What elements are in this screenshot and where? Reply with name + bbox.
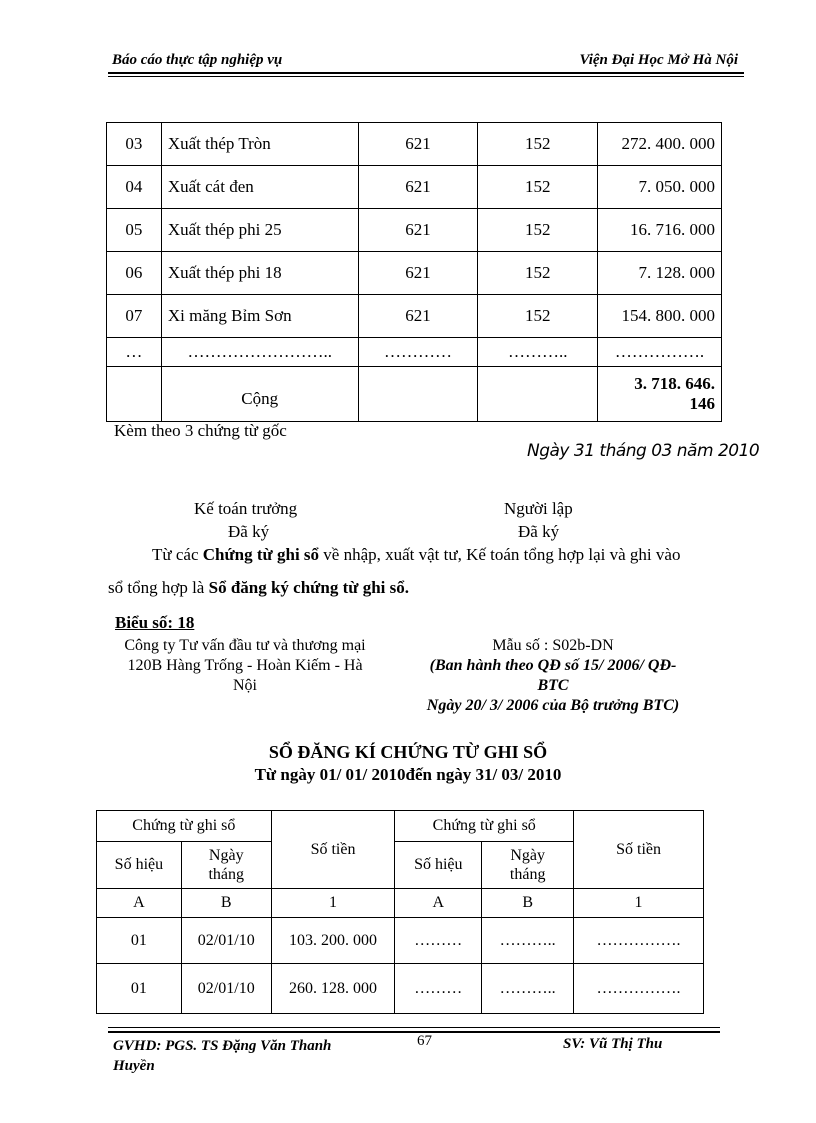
table-row: [107, 209, 722, 252]
cell-amount: 16. 716. 000: [598, 209, 722, 252]
cell-desc: Xuất thép phi 25: [161, 209, 358, 252]
col-so-tien-2: Số tiền: [574, 811, 704, 889]
footer-right: SV: Vũ Thị Thu: [563, 1036, 663, 1052]
code-cell: 1: [271, 889, 395, 918]
total-amount-line2: 146: [689, 394, 715, 413]
page-number: 67: [417, 1033, 432, 1049]
cell-so-hieu-2: ………: [395, 918, 482, 964]
cell-empty: [107, 367, 162, 422]
header-rule-thin: [108, 76, 744, 77]
para-bold: Chứng từ ghi sổ: [202, 545, 320, 564]
date-line: Ngày 31 tháng 03 năm 2010: [527, 441, 760, 461]
cell-credit: 152: [478, 209, 598, 252]
cell-ngay: 02/01/10: [181, 918, 271, 964]
form-number: Mẫu số : S02b-DN: [492, 637, 614, 654]
code-cell: A: [97, 889, 182, 918]
para-bold: Sổ đăng ký chứng từ ghi sổ.: [208, 578, 409, 597]
company-block: [100, 636, 390, 696]
code-cell: A: [395, 889, 482, 918]
preparer-sign: Đã ký: [518, 522, 560, 541]
cell-credit: ………..: [478, 338, 598, 367]
cell-ngay-2: ………..: [482, 918, 574, 964]
cell-no: 07: [107, 295, 162, 338]
chief-accountant-title: Kế toán trưởng: [194, 499, 298, 518]
total-amount-line1: 3. 718. 646.: [634, 374, 715, 393]
group-header-right: Chứng từ ghi sổ: [395, 811, 574, 842]
total-amount: [598, 367, 722, 422]
cell-debit: 621: [358, 166, 478, 209]
table-row: [107, 123, 722, 166]
form-regulation-cont: BTC: [537, 677, 569, 694]
cell-no: …: [107, 338, 162, 367]
cell-empty: [358, 367, 478, 422]
col-ngay: Ngày: [510, 847, 545, 864]
cell-amount: 272. 400. 000: [598, 123, 722, 166]
cell-debit: 621: [358, 123, 478, 166]
group-header-left: Chứng từ ghi sổ: [97, 811, 272, 842]
cell-no: 04: [107, 166, 162, 209]
col-so-hieu: Số hiệu: [97, 842, 182, 889]
cell-desc: Xuất thép Tròn: [161, 123, 358, 166]
table-row: [107, 295, 722, 338]
register-subtitle: Từ ngày 01/ 01/ 2010đến ngày 31/ 03/ 2010: [254, 765, 562, 784]
cell-no: 05: [107, 209, 162, 252]
cell-debit: 621: [358, 295, 478, 338]
cell-debit: …………: [358, 338, 478, 367]
table-header-row: [97, 811, 704, 842]
cell-desc: ……………………..: [161, 338, 358, 367]
table-row-ellipsis: [107, 338, 722, 367]
table-row: [107, 252, 722, 295]
cell-credit: 152: [478, 252, 598, 295]
cell-ngay-2: ………..: [482, 964, 574, 1014]
cell-debit: 621: [358, 209, 478, 252]
header-right: Viện Đại Học Mở Hà Nội: [579, 52, 738, 68]
paragraph-line2: [108, 578, 742, 598]
col-so-hieu-2: Số hiệu: [395, 842, 482, 889]
bieu-so-label: Biểu số: 18: [115, 613, 195, 632]
cell-so-tien-2: …………….: [574, 964, 704, 1014]
cell-desc: Xuất thép phi 18: [161, 252, 358, 295]
cell-empty: [478, 367, 598, 422]
footer-supervisor: GVHD: PGS. TS Đặng Văn Thanh: [113, 1038, 332, 1054]
cell-credit: 152: [478, 295, 598, 338]
table-row: [107, 166, 722, 209]
para-text: Từ các: [152, 545, 203, 564]
cell-so-hieu: 01: [97, 918, 182, 964]
cell-so-hieu-2: ………: [395, 964, 482, 1014]
col-so-tien: Số tiền: [271, 811, 395, 889]
table-code-row: [97, 889, 704, 918]
cell-so-tien: 260. 128. 000: [271, 964, 395, 1014]
footer-rule: [108, 1031, 720, 1033]
para-text: về nhập, xuất vật tư, Kế toán tổng hợp lại và ghi vào: [319, 545, 681, 564]
code-cell: B: [482, 889, 574, 918]
header-rule: [108, 72, 744, 74]
total-label: Cộng: [161, 367, 358, 422]
code-cell: 1: [574, 889, 704, 918]
cell-desc: Xi măng Bỉm Sơn: [161, 295, 358, 338]
footer-supervisor-cont: Huyền: [113, 1058, 155, 1074]
cell-amount: …………….: [598, 338, 722, 367]
header-left: Báo cáo thực tập nghiệp vụ: [112, 52, 283, 68]
form-date: Ngày 20/ 3/ 2006 của Bộ trưởng BTC): [426, 697, 680, 714]
cell-no: 06: [107, 252, 162, 295]
cell-no: 03: [107, 123, 162, 166]
col-ngay-thang-2: [482, 842, 574, 889]
para-text: sổ tổng hợp là: [108, 578, 209, 597]
col-thang: tháng: [509, 866, 546, 883]
preparer-title: Người lập: [504, 499, 573, 518]
cell-credit: 152: [478, 166, 598, 209]
cell-amount: 7. 050. 000: [598, 166, 722, 209]
cell-so-hieu: 01: [97, 964, 182, 1014]
register-table: [96, 810, 704, 1014]
cell-amount: 154. 800. 000: [598, 295, 722, 338]
table-row: [97, 964, 704, 1014]
table-row: [97, 918, 704, 964]
cell-so-tien-2: …………….: [574, 918, 704, 964]
col-ngay-thang: [181, 842, 271, 889]
cell-amount: 7. 128. 000: [598, 252, 722, 295]
footer-rule-thin: [108, 1027, 720, 1028]
cell-credit: 152: [478, 123, 598, 166]
paragraph-line1: [108, 545, 742, 565]
cell-desc: Xuất cát đen: [161, 166, 358, 209]
form-block: [398, 636, 708, 716]
code-cell: B: [181, 889, 271, 918]
col-ngay: Ngày: [208, 847, 244, 864]
table-row-total: [107, 367, 722, 422]
cell-debit: 621: [358, 252, 478, 295]
chief-accountant-sign: Đã ký: [228, 522, 270, 541]
cell-ngay: 02/01/10: [181, 964, 271, 1014]
form-regulation: (Ban hành theo QĐ số 15/ 2006/ QĐ-: [429, 657, 677, 674]
voucher-table: [106, 122, 722, 422]
cell-so-tien: 103. 200. 000: [271, 918, 395, 964]
col-thang: tháng: [208, 866, 245, 883]
company-address: 120B Hàng Trống - Hoàn Kiếm - Hà: [127, 657, 363, 674]
attach-note: Kèm theo 3 chứng từ gốc: [114, 421, 287, 440]
company-name: Công ty Tư vấn đầu tư và thương mại: [124, 637, 366, 654]
register-title: SỔ ĐĂNG KÍ CHỨNG TỪ GHI SỔ: [268, 742, 548, 762]
company-address-cont: Nội: [233, 677, 257, 694]
footer-left: [113, 1036, 331, 1076]
